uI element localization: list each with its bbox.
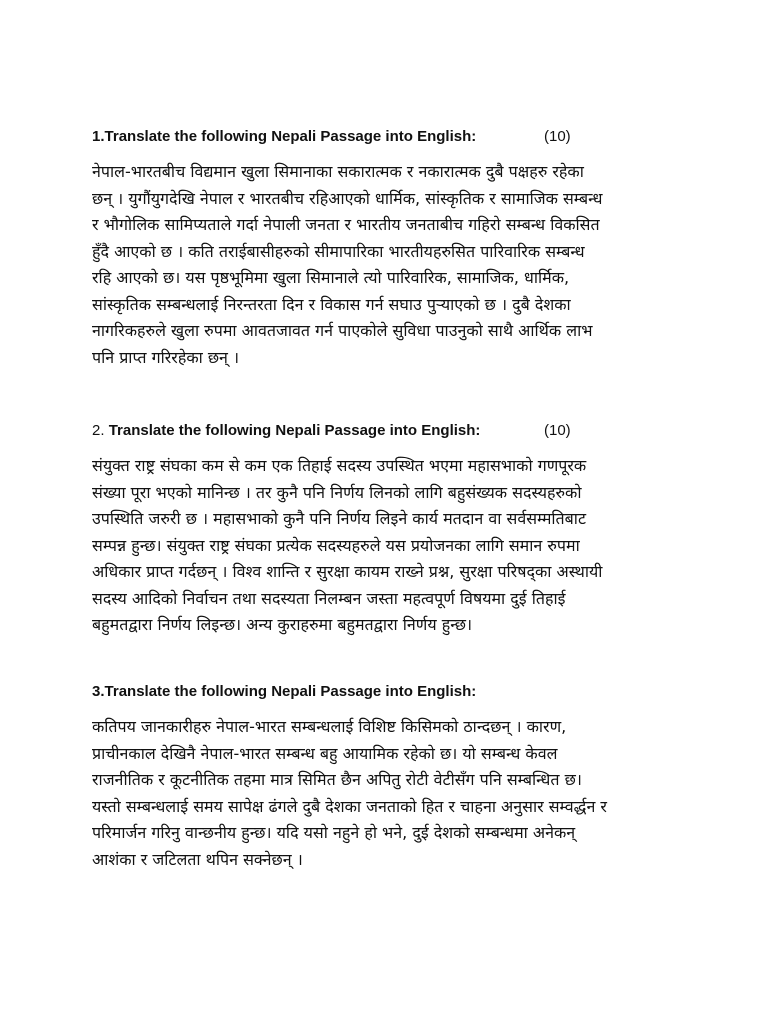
passage-line: संयुक्त राष्ट्र संघका कम से कम एक तिहाई सदस्य उपस्थित भएमा महासभाको गणपूरक: [92, 456, 587, 475]
passage-line: परिमार्जन गरिनु वान्छनीय हुन्छ। यदि यसो नहुने हो भने, दुई देशको सम्बन्धमा अनेकन्: [92, 823, 576, 842]
passage-line: रहि आएको छ। यस पृष्ठभूमिमा खुला सिमानाले त्यो पारिवारिक, सामाजिक, धार्मिक,: [92, 268, 570, 287]
question-1: [92, 127, 688, 371]
question-number: 2.: [92, 422, 105, 439]
passage-line: संख्या पूरा भएको मानिन्छ । तर कुनै पनि निर्णय लिनको लागि बहुसंख्यक सदस्यहरुको: [92, 482, 582, 502]
question-heading: [92, 421, 688, 441]
question-heading: [92, 682, 688, 702]
question-number: 3.: [92, 683, 105, 700]
question-3: [92, 682, 688, 873]
passage-line: बहुमतद्वारा निर्णय लिइन्छ। अन्य कुराहरुमा बहुमतद्वारा निर्णय हुन्छ।: [92, 615, 473, 634]
passage-line: सदस्य आदिको निर्वाचन तथा सदस्यता निलम्बन जस्ता महत्वपूर्ण विषयमा दुई तिहाई: [92, 588, 566, 608]
passage-line: यस्तो सम्बन्धलाई समय सापेक्ष ढंगले दुबै देशका जनताको हित र चाहना अनुसार सम्वर्द्धन र: [92, 796, 607, 816]
question-marks: (10): [544, 422, 571, 439]
passage-line: प्राचीनकाल देखिनै नेपाल-भारत सम्बन्ध बहु आयामिक रहेको छ। यो सम्बन्ध केवल: [92, 743, 558, 763]
passage-line: आशंका र जटिलता थपिन सक्नेछन् ।: [92, 849, 303, 869]
passage-line: नेपाल-भारतबीच विद्यमान खुला सिमानाका सकारात्मक र नकारात्मक दुबै पक्षहरु रहेका: [92, 162, 584, 181]
passage-line: नागरिकहरुले खुला रुपमा आवतजावत गर्न पाएकोले सुविधा पाउनुको साथै आर्थिक लाभ: [92, 321, 593, 340]
passage-line: राजनीतिक र कूटनीतिक तहमा मात्र सिमित छैन अपितु रोटी वेटीसँग पनि सम्बन्धित छ।: [92, 770, 582, 789]
question-number: 1.: [92, 128, 105, 145]
nepali-passage: [92, 159, 688, 371]
passage-line: उपस्थिति जरुरी छ । महासभाको कुनै पनि निर्णय लिइने कार्य मतदान वा सर्वसम्मतिबाट: [92, 509, 587, 528]
question-2: [92, 421, 688, 639]
passage-line: अधिकार प्राप्त गर्दछन् । विश्व शान्ति र सुरक्षा कायम राख्ने प्रश्न, सुरक्षा परिषद्का अस्थायी: [92, 562, 603, 581]
nepali-passage: [92, 453, 688, 639]
question-title: Translate the following Nepali Passage into English:: [104, 128, 477, 145]
question-title: Translate the following Nepali Passage into English:: [108, 422, 481, 439]
question-title: Translate the following Nepali Passage into English:: [104, 683, 477, 700]
passage-line: र भौगोलिक सामिप्यताले गर्दा नेपाली जनता र भारतीय जनताबीच गहिरो सम्बन्ध विकसित: [92, 215, 600, 234]
passage-line: पनि प्राप्त गरिरहेका छन् ।: [92, 347, 240, 367]
question-heading: [92, 127, 688, 147]
passage-line: सांस्कृतिक सम्बन्धलाई निरन्तरता दिन र विकास गर्न सघाउ पुऱ्याएको छ । दुबै देशका: [92, 294, 571, 314]
passage-line: सम्पन्न हुन्छ। संयुक्त राष्ट्र संघका प्रत्येक सदस्यहरुले यस प्रयोजनका लागि समान रुपमा: [92, 535, 580, 555]
passage-line: हुँदै आएको छ । कति तराईबासीहरुको सीमापारिका भारतीयहरुसित पारिवारिक सम्बन्ध: [92, 241, 585, 261]
nepali-passage: [92, 714, 688, 873]
question-marks: (10): [544, 128, 571, 145]
passage-line: छन् । युगौंयुगदेखि नेपाल र भारतबीच रहिआएको धार्मिक, सांस्कृतिक र सामाजिक सम्बन्ध: [92, 188, 603, 208]
passage-line: कतिपय जानकारीहरु नेपाल-भारत सम्बन्धलाई विशिष्ट किसिमको ठान्दछन् । कारण,: [92, 717, 567, 736]
